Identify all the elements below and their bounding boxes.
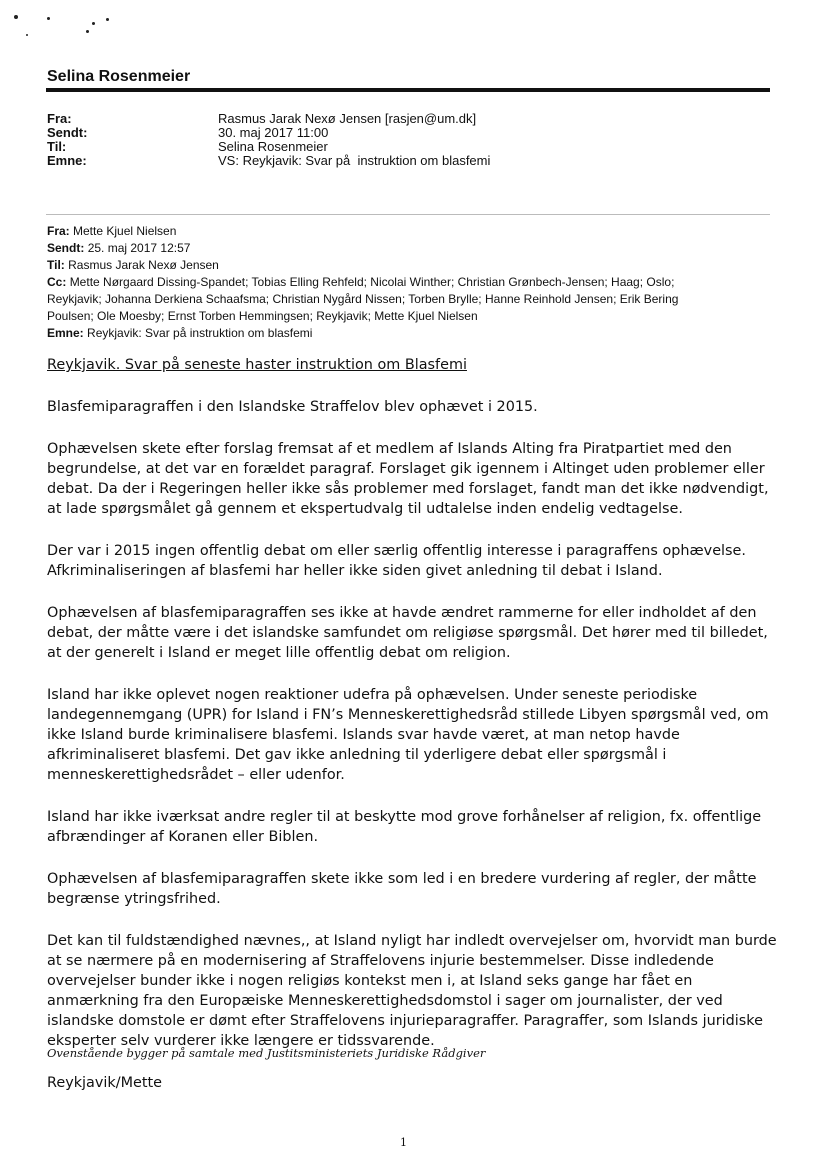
body-paragraph: Ophævelsen af blasfemiparagraffen ses ikke at havde ændret rammerne for eller indholdet af den debat, der måtte være i det islandske samfundet om religiøse spørgsmål. Det hører med til billedet, at der generelt i Island er meget lille offentlig debat om religion. — [47, 605, 768, 661]
body-paragraph: Ophævelsen af blasfemiparagraffen skete ikke som led i en bredere vurdering af regler, der måtte begrænse ytringsfrihed. — [47, 871, 757, 907]
header-subject-value: VS: Reykjavik: Svar på instruktion om blasfemi — [218, 153, 491, 168]
scan-speck — [47, 17, 50, 20]
scan-speck — [92, 22, 95, 25]
fwd-from-row — [47, 223, 777, 240]
fwd-subject-value: Reykjavik: Svar på instruktion om blasfemi — [87, 326, 313, 340]
fwd-from-value: Mette Kjuel Nielsen — [73, 224, 177, 238]
body-paragraph: Island har ikke oplevet nogen reaktioner udefra på ophævelsen. Under seneste periodiske landegennemgang (UPR) for Island i FN’s Menneskerettighedsråd stillede Libyen spørgsmål ved, om ikke Island burde kriminalisere blasfemi. Islands svar havde været, at man netop havde afkriminaliseret blasfemi. Det gav ikke anledning til yderligere debat eller spørgsmål i menneskerettighedsrådet – eller udenfor. — [47, 687, 769, 783]
body-paragraph: Ophævelsen skete efter forslag fremsat af et medlem af Islands Alting fra Piratpartiet med den begrundelse, at det var en forældet paragraf. Forslaget gik igennem i Altinget uden problemer eller debat. Da der i Regeringen heller ikke sås problemer med forslaget, fandt man det ikke nødvendigt, at lade spørgsmålet gå gennem et ekspertudvalg til udtalelse inden endelig vedtagelse. — [47, 441, 769, 517]
mailbox-owner-name: Selina Rosenmeier — [47, 68, 191, 85]
forward-separator — [46, 214, 770, 215]
header-sent-value: 30. maj 2017 11:00 — [218, 125, 329, 140]
body-paragraph: Island har ikke iværksat andre regler til at beskytte mod grove forhånelser af religion, fx. offentlige afbrændinger af Koranen eller Biblen. — [47, 809, 762, 845]
fwd-to-label: Til: — [47, 258, 65, 272]
fwd-from-label: Fra: — [47, 224, 70, 238]
body-subject-line: Reykjavik. Svar på seneste haster instruktion om Blasfemi — [47, 357, 467, 373]
fwd-subject-label: Emne: — [47, 326, 84, 340]
fwd-cc-line: Mette Nørgaard Dissing-Spandet; Tobias Elling Rehfeld; Nicolai Winther; Christian Grønbech-Jensen; Haag; Oslo; — [69, 275, 675, 289]
scan-speck — [106, 18, 109, 21]
signature: Reykjavik/Mette — [47, 1075, 162, 1091]
body-paragraph: Det kan til fuldstændighed nævnes,, at Island nyligt har indledt overvejelser om, hvorvidt man burde at se nærmere på en modernisering af Straffelovens injurie bestemmelser. Disse indledende overvejelser bunder ikke i nogen religiøs kontekst men i, at Island seks gange har fået en anmærkning fra den Europæiske Menneskerettighedsdomstol i sager om journalister, der ved islandske domstole er dømt efter Straffelovens injurieparagraffer. Paragraffer, som Islands juridiske eksperter selv vurderer ikke længere er tidssvarende. — [47, 933, 777, 1049]
message-body — [47, 355, 782, 1073]
scan-speck — [86, 30, 89, 33]
header-to-label: Til: — [47, 139, 67, 154]
scan-speck — [26, 34, 28, 36]
source-note: Ovenstående bygger på samtale med Justitsministeriets Juridiske Rådgiver — [47, 1046, 486, 1060]
fwd-sent-row — [47, 240, 777, 257]
body-paragraph: Der var i 2015 ingen offentlig debat om eller særlig offentlig interesse i paragraffens ophævelse. Afkriminaliseringen af blasfemi har heller ikke siden givet anledning til debat i Island. — [47, 543, 746, 579]
fwd-to-row — [47, 257, 777, 274]
fwd-cc-continuation: Poulsen; Ole Moesby; Ernst Torben Hemmingsen; Reykjavik; Mette Kjuel Nielsen — [47, 309, 478, 323]
body-paragraph: Blasfemiparagraffen i den Islandske Straffelov blev ophævet i 2015. — [47, 399, 538, 415]
fwd-cc-row — [47, 274, 777, 291]
fwd-sent-label: Sendt: — [47, 241, 85, 255]
header-to-value: Selina Rosenmeier — [218, 139, 328, 154]
fwd-subject-row — [47, 325, 777, 342]
header-rule — [46, 88, 770, 92]
fwd-to-value: Rasmus Jarak Nexø Jensen — [68, 258, 219, 272]
header-from-label: Fra: — [47, 111, 72, 126]
forwarded-header — [47, 223, 777, 342]
header-from-value: Rasmus Jarak Nexø Jensen [rasjen@um.dk] — [218, 111, 477, 126]
fwd-cc-continuation: Reykjavik; Johanna Derkiena Schaafsma; Christian Nygård Nissen; Torben Brylle; Hanne Reinhold Jensen; Erik Bering — [47, 292, 679, 306]
header-sent-label: Sendt: — [47, 125, 88, 140]
fwd-sent-value: 25. maj 2017 12:57 — [87, 241, 191, 255]
page-number: 1 — [400, 1136, 407, 1149]
scan-speck — [14, 15, 18, 19]
fwd-cc-label: Cc: — [47, 275, 67, 289]
header-subject-label: Emne: — [47, 153, 87, 168]
